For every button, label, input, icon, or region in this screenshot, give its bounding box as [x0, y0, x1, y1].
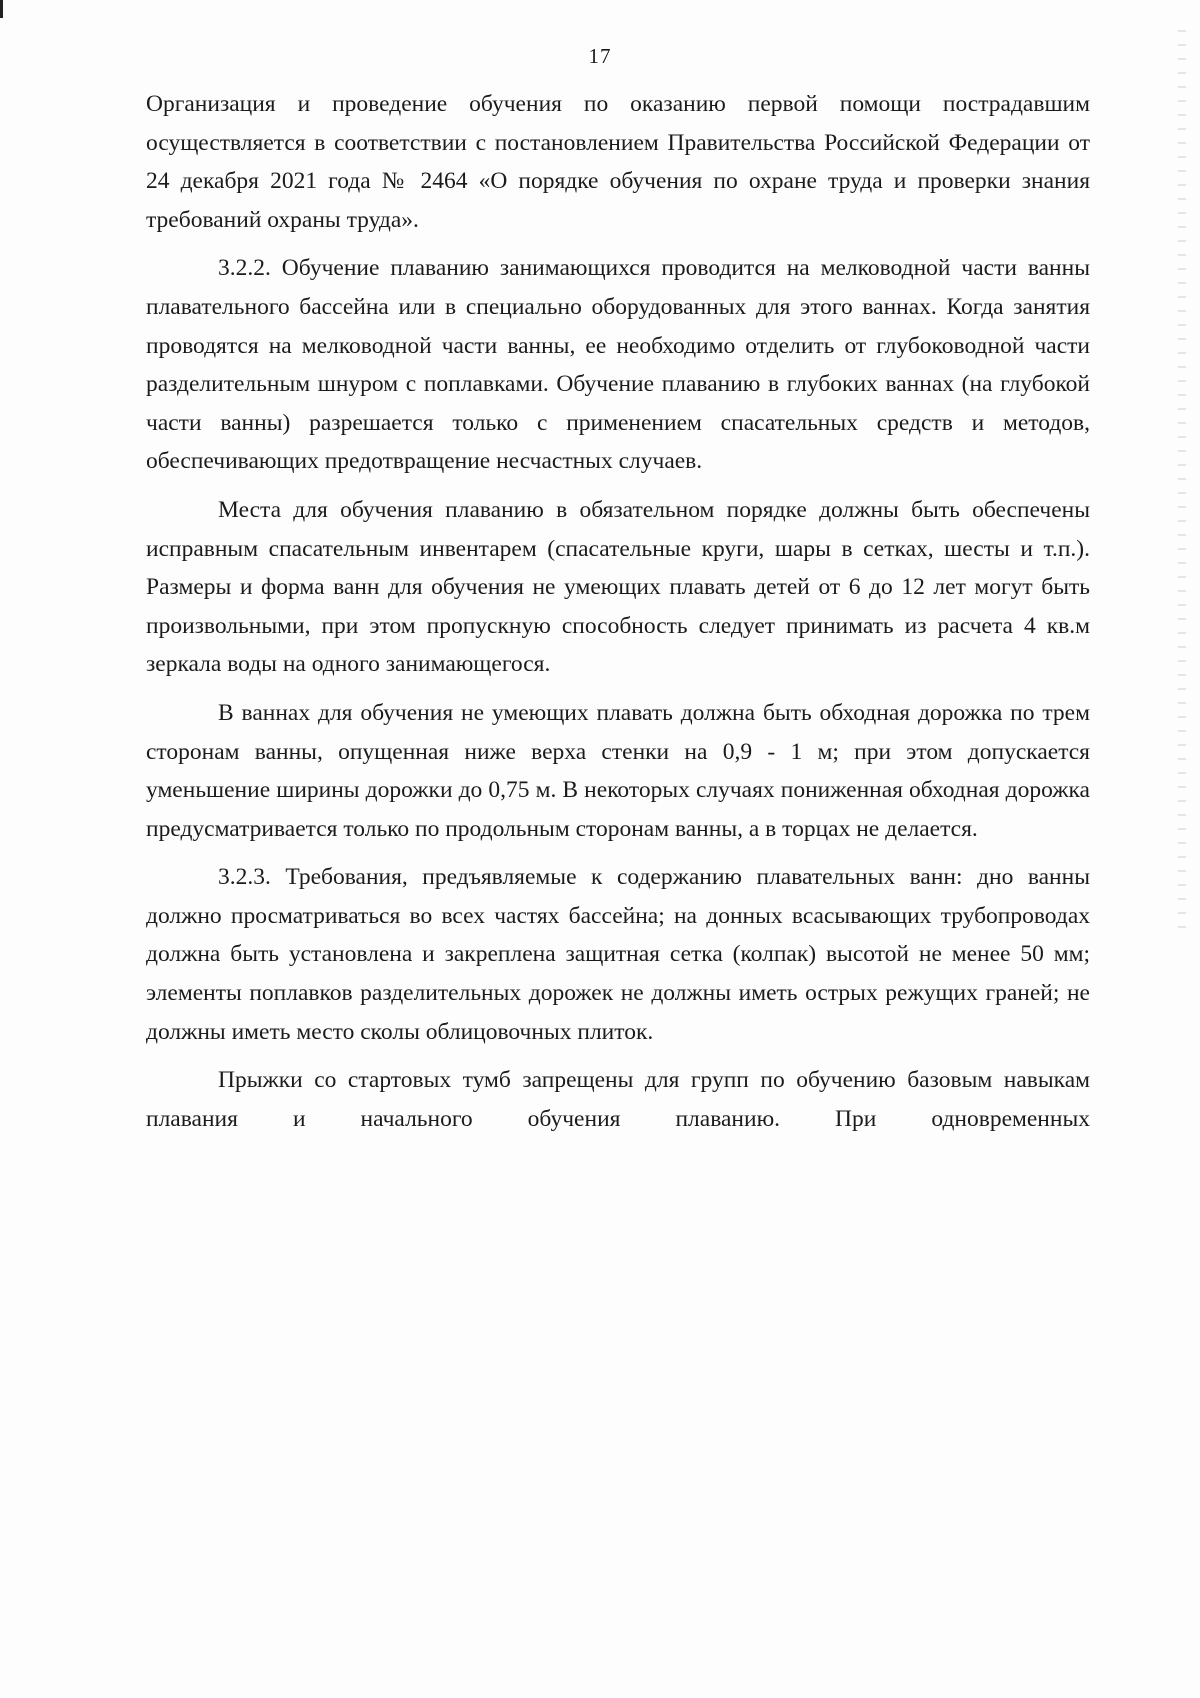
scan-edge-mark: [0, 0, 3, 18]
paragraph-3-2-2: 3.2.2. Обучение плаванию занимающихся проводится на мелководной части ванны плавательного бассейна или в специально оборудованных для этого ваннах. Когда занятия проводятся на мелководной части ванны, ее необходимо отделить от глубоководной части разделительным шнуром с поплавками. Обучение плаванию в глубоких ваннах (на глубокой части ванны) разрешается только с применением спасательных средств и методов, обеспечивающих предотвращение несчастных случаев.: [146, 255, 1090, 475]
page-number: 17: [588, 44, 612, 68]
paragraph-walkway: В ваннах для обучения не умеющих плавать должна быть обходная дорожка по трем сторонам ванны, опущенная ниже верха стенки на 0,9 - 1 м; при этом допускается уменьшение ширины дорожки до 0,75 м. В некоторых случаях пониженная обходная дорожка предусматривается только по продольным сторонам ванны, а в торцах не делается.: [146, 699, 1090, 842]
paragraph-training-places: Места для обучения плаванию в обязательном порядке должны быть обеспечены исправным спасательным инвентарем (спасательные круги, шары в сетках, шесты и т.п.). Размеры и форма ванн для обучения не умеющих плавать детей от 6 до 12 лет могут быть произвольными, при этом пропускную способность следует принимать из расчета 4 кв.м зеркала воды на одного занимающегося.: [146, 496, 1090, 678]
paragraph-jumps: Прыжки со стартовых тумб запрещены для групп по обучению базовым навыкам плавания и начального обучения плаванию. При одновременных: [146, 1067, 1090, 1132]
paragraph-first-aid-training: Организация и проведение обучения по оказанию первой помощи пострадавшим осуществляется в соответствии с постановлением Правительства Российской Федерации от 24 декабря 2021 года № 2464 «О порядке обучения по охране труда и проверки знания требований охраны труда».: [146, 91, 1090, 233]
paragraph-3-2-3: 3.2.3. Требования, предъявляемые к содержанию плавательных ванн: дно ванны должно просматриваться во всех частях бассейна; на донных всасывающих трубопроводах должна быть установлена и закреплена защитная сетка (колпак) высотой не менее 50 мм; элементы поплавков разделительных дорожек не должны иметь острых режущих граней; не должны иметь место сколы облицовочных плиток.: [146, 864, 1090, 1045]
document-body: [146, 85, 1090, 1138]
scan-margin-noise: [1178, 30, 1186, 930]
